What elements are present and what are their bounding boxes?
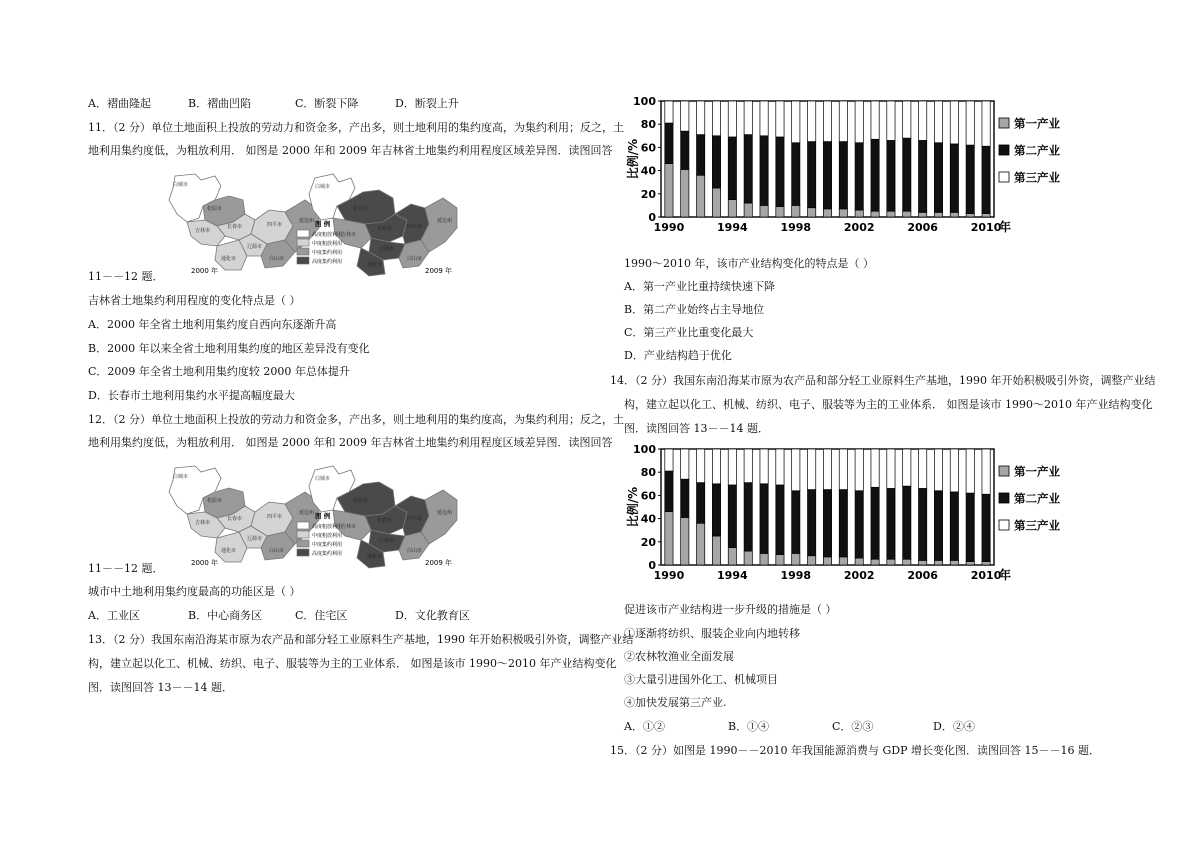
bar-1991-series-2 [681, 479, 689, 517]
legend-label-1: 第一产业 [1014, 116, 1060, 131]
bar-2001-series-1 [839, 557, 847, 565]
bar-1995-series-2 [744, 483, 752, 551]
bar-1993-series-3 [712, 449, 720, 484]
bar-1995-series-3 [744, 101, 752, 135]
map-figure-q12 [157, 462, 462, 570]
bar-1992-series-2 [697, 483, 705, 524]
bar-1990-series-3 [665, 449, 673, 471]
y-tick-label-60: 60 [640, 141, 656, 155]
q12-stem-line3: 11－－12 题． [88, 562, 164, 575]
map2000-city-label-7: 通化市 [221, 256, 237, 262]
bar-1999-series-2 [808, 142, 816, 208]
bar-2003-series-1 [871, 559, 879, 565]
map2000-city-label-4: 吉林市 [195, 228, 211, 234]
bar-2003-series-3 [871, 101, 879, 139]
q13-option-d: D．产业结构趋于优化 [624, 349, 732, 362]
bar-1994-series-3 [728, 449, 736, 485]
map2000-city-label-6: 辽源市 [247, 244, 263, 250]
bar-2009-series-3 [966, 449, 974, 493]
bar-1990-series-1 [665, 512, 673, 565]
bar-2000-series-1 [823, 209, 831, 217]
industry-structure-chart-q14 [626, 442, 1060, 594]
bar-1996-series-1 [760, 553, 768, 565]
bar-2002-series-1 [855, 558, 863, 565]
bar-1998-series-3 [792, 101, 800, 143]
bar-2002-series-1 [855, 210, 863, 217]
bar-2010-series-2 [982, 494, 990, 561]
bar-1998-series-1 [792, 205, 800, 217]
map-legend-label-4: 高度集约利用 [312, 259, 343, 265]
map-legend-swatch-3 [297, 248, 309, 255]
bar-2006-series-2 [919, 140, 927, 212]
map-legend-swatch-2 [297, 531, 309, 538]
bar-2000-series-2 [823, 490, 831, 557]
bar-2010-series-3 [982, 101, 990, 146]
x-tick-label-1994: 1994 [717, 569, 748, 582]
bar-1998-series-2 [792, 491, 800, 554]
map2009-city-label-9: 延边州 [437, 510, 453, 516]
bar-2008-series-3 [950, 101, 958, 144]
q11-question: 吉林省土地集约利用程度的变化特点是（ ） [88, 294, 301, 307]
legend-label-3: 第三产业 [1014, 518, 1060, 533]
bar-1994-series-3 [728, 101, 736, 137]
bar-1994-series-2 [728, 137, 736, 200]
bar-2005-series-3 [903, 449, 911, 486]
bar-2010-series-1 [982, 214, 990, 217]
bar-2001-series-1 [839, 209, 847, 217]
map2000-city-label-3: 长春市 [227, 516, 243, 522]
x-tick-label-1990: 1990 [653, 221, 685, 234]
q11-stem-line2: 地利用集约度低，为粗放利用． 如图是 2000 年和 2009 年吉林省土地集约利用程度区域差异图．读图回答 [88, 144, 613, 157]
legend-label-2: 第二产业 [1014, 491, 1060, 506]
map2000-city-label-9: 延边州 [299, 218, 315, 224]
map2000-city-label-2: 松原市 [207, 498, 223, 504]
bar-2004-series-3 [887, 101, 895, 140]
map-legend-swatch-1 [297, 522, 309, 529]
map2009-city-label-3: 长春市 [377, 518, 393, 524]
bar-2007-series-1 [934, 212, 942, 217]
map-legend-label-1: 高度粗放利用 [312, 524, 343, 530]
bar-2005-series-2 [903, 486, 911, 559]
y-tick-label-80: 80 [640, 118, 656, 132]
map-year-left: 2000 年 [191, 559, 219, 567]
map2000-city-label-6: 辽源市 [247, 536, 263, 542]
bar-1994-series-1 [728, 200, 736, 217]
map-legend-title: 图 例 [315, 512, 331, 520]
map2009-city-label-4: 吉林市 [341, 524, 357, 530]
bar-2010-series-2 [982, 146, 990, 213]
q10-options [88, 97, 459, 111]
map-legend-label-1: 高度粗放利用 [312, 232, 343, 238]
bar-1999-series-3 [808, 449, 816, 490]
bar-1992-series-3 [697, 449, 705, 483]
bar-2001-series-2 [839, 490, 847, 557]
x-axis-unit: 年 [999, 568, 1012, 582]
y-axis-label: 比例/% [626, 138, 640, 180]
bar-2008-series-2 [950, 144, 958, 212]
bar-2002-series-2 [855, 491, 863, 558]
bar-1995-series-3 [744, 449, 752, 483]
q11-stem-line3: 11－－12 题． [88, 270, 164, 283]
bar-1990-series-1 [665, 164, 673, 217]
option-a: A．①② [624, 720, 665, 733]
bar-2000-series-2 [823, 142, 831, 209]
map2000-city-label-7: 通化市 [221, 548, 237, 554]
bar-2009-series-2 [966, 493, 974, 561]
q12-question: 城市中土地利用集约度最高的功能区是（ ） [88, 585, 301, 598]
bar-1995-series-1 [744, 551, 752, 565]
option-b: B．褶曲凹陷 [188, 97, 252, 110]
y-tick-label-60: 60 [640, 489, 656, 503]
bar-1999-series-1 [808, 208, 816, 217]
option-a: A．工业区 [88, 609, 140, 622]
option-d: D．文化教育区 [395, 609, 470, 622]
q12-stem-line1: 12．（2 分）单位土地面积上投放的劳动力和资金多，产出多，则土地利用的集约度高，为集约利用；反之，土 [88, 413, 624, 426]
q13-stem-line1: 13．（2 分）我国东南沿海某市原为农产品和部分轻工业原料生产基地，1990 年开始积极吸引外资，调整产业结 [88, 633, 634, 646]
bar-2005-series-1 [903, 211, 911, 217]
map-legend-swatch-3 [297, 540, 309, 547]
x-tick-label-2002: 2002 [843, 221, 875, 234]
bar-2004-series-1 [887, 559, 895, 565]
bar-1997-series-1 [776, 555, 784, 565]
bar-1996-series-2 [760, 484, 768, 554]
bar-2004-series-3 [887, 449, 895, 488]
map2009-city-label-7: 通化市 [367, 262, 383, 268]
x-tick-label-2006: 2006 [907, 569, 938, 582]
legend-swatch-3 [999, 172, 1009, 182]
legend-swatch-1 [999, 466, 1009, 476]
bar-2006-series-3 [919, 449, 927, 488]
bar-2007-series-2 [934, 491, 942, 561]
bar-2007-series-3 [934, 101, 942, 143]
bar-1990-series-2 [665, 471, 673, 512]
map2000-city-label-9: 延边州 [299, 510, 315, 516]
map2009-city-label-4: 吉林市 [341, 232, 357, 238]
legend-swatch-1 [999, 118, 1009, 128]
option-c: C．断裂下降 [295, 97, 359, 110]
q14-question: 促进该市产业结构进一步升级的措施是（ ） [624, 603, 837, 616]
bar-1997-series-3 [776, 101, 784, 137]
bar-1992-series-2 [697, 135, 705, 176]
map-legend-swatch-4 [297, 549, 309, 556]
q13-option-a: A．第一产业比重持续快速下降 [624, 280, 775, 293]
bar-1995-series-2 [744, 135, 752, 203]
bar-1991-series-3 [681, 449, 689, 479]
bar-2010-series-3 [982, 449, 990, 494]
bar-2001-series-3 [839, 449, 847, 490]
q13-stem-line3: 图．读图回答 13－－14 题． [88, 681, 233, 694]
bar-2005-series-1 [903, 559, 911, 565]
map2009-city-label-2: 松原市 [353, 498, 369, 504]
legend-label-1: 第一产业 [1014, 464, 1060, 479]
bar-2008-series-2 [950, 492, 958, 560]
x-tick-label-1998: 1998 [780, 221, 812, 234]
bar-2008-series-3 [950, 449, 958, 492]
map-legend-swatch-2 [297, 239, 309, 246]
bar-1993-series-1 [712, 536, 720, 565]
option-a: A．褶曲隆起 [88, 97, 151, 110]
y-tick-label-20: 20 [640, 535, 656, 549]
bar-2006-series-1 [919, 560, 927, 565]
bar-1994-series-2 [728, 485, 736, 548]
bar-2010-series-1 [982, 562, 990, 565]
y-tick-label-0: 0 [648, 559, 656, 572]
option-b: B．中心商务区 [188, 609, 263, 622]
map2009-city-label-1: 白城市 [315, 184, 331, 190]
q13-option-c: C．第三产业比重变化最大 [624, 326, 754, 339]
bar-1997-series-2 [776, 485, 784, 555]
bar-1998-series-1 [792, 553, 800, 565]
map-legend-label-3: 中度集约利用 [312, 542, 343, 548]
option-d: D．②④ [933, 720, 975, 733]
bar-2003-series-3 [871, 449, 879, 487]
bar-2001-series-2 [839, 142, 847, 209]
y-tick-label-40: 40 [640, 164, 656, 178]
map2009-city-label-9: 延边州 [437, 218, 453, 224]
map-year-right: 2009 年 [425, 559, 453, 567]
map2000-city-label-4: 吉林市 [195, 520, 211, 526]
bar-1990-series-2 [665, 123, 673, 164]
x-tick-label-2010: 2010 [970, 221, 1002, 234]
bar-2007-series-1 [934, 560, 942, 565]
bar-1992-series-3 [697, 101, 705, 135]
map2000-city-label-5: 四平市 [267, 222, 283, 228]
y-tick-label-40: 40 [640, 512, 656, 526]
bar-1993-series-3 [712, 101, 720, 136]
q11-option-b: B．2000 年以来全省土地利用集约度的地区差异没有变化 [88, 342, 370, 355]
x-tick-label-2002: 2002 [843, 569, 875, 582]
bar-1996-series-1 [760, 205, 768, 217]
y-tick-label-100: 100 [633, 95, 656, 108]
x-axis-unit: 年 [999, 220, 1012, 234]
q14-item-3: ③大量引进国外化工、机械项目 [624, 673, 778, 686]
map2000-city-label-8: 白山市 [269, 256, 285, 262]
q14-options [624, 720, 975, 734]
map2009-city-label-7: 通化市 [367, 554, 383, 560]
bar-1991-series-3 [681, 101, 689, 131]
bar-1997-series-2 [776, 137, 784, 207]
q14-stem-line3: 图．读图回答 13－－14 题． [624, 422, 769, 435]
bar-1998-series-3 [792, 449, 800, 491]
map2009-city-label-6: 辽源市 [379, 538, 395, 544]
bar-1997-series-3 [776, 449, 784, 485]
bar-1999-series-3 [808, 101, 816, 142]
q11-stem-line1: 11．（2 分）单位土地面积上投放的劳动力和资金多，产出多，则土地利用的集约度高，为集约利用；反之，土 [88, 121, 624, 134]
bar-2004-series-2 [887, 140, 895, 211]
map2000-city-label-1: 白城市 [173, 182, 189, 188]
bar-2002-series-3 [855, 449, 863, 491]
bar-2006-series-2 [919, 488, 927, 560]
q13-option-b: B．第二产业始终占主导地位 [624, 303, 765, 316]
bar-1992-series-1 [697, 175, 705, 217]
x-tick-label-2010: 2010 [970, 569, 1002, 582]
bar-1993-series-1 [712, 188, 720, 217]
q14-item-1: ①逐渐将纺织、服装企业向内地转移 [624, 627, 800, 640]
q11-option-c: C．2009 年全省土地利用集约度较 2000 年总体提升 [88, 365, 350, 378]
x-tick-label-1998: 1998 [780, 569, 812, 582]
bar-1996-series-3 [760, 449, 768, 484]
bar-1999-series-2 [808, 490, 816, 556]
y-tick-label-80: 80 [640, 466, 656, 480]
q12-options [88, 609, 470, 623]
map2009-city-label-3: 长春市 [377, 226, 393, 232]
bar-1993-series-2 [712, 484, 720, 536]
bar-2007-series-2 [934, 143, 942, 213]
legend-swatch-2 [999, 145, 1009, 155]
map2000-city-label-3: 长春市 [227, 224, 243, 230]
map2009-city-label-8: 白山市 [407, 548, 423, 554]
bar-2008-series-1 [950, 560, 958, 565]
option-d: D．断裂上升 [395, 97, 459, 110]
bar-2000-series-3 [823, 101, 831, 142]
bar-2003-series-1 [871, 211, 879, 217]
bar-1993-series-2 [712, 136, 720, 188]
map-figure-q11 [157, 170, 462, 278]
legend-swatch-2 [999, 493, 1009, 503]
option-c: C．②③ [832, 720, 874, 733]
x-tick-label-2006: 2006 [907, 221, 938, 234]
q11-option-d: D．长春市土地利用集约水平提高幅度最大 [88, 389, 295, 402]
bar-1992-series-1 [697, 523, 705, 565]
map-legend-swatch-1 [297, 230, 309, 237]
x-tick-label-1994: 1994 [717, 221, 748, 234]
map-legend-title: 图 例 [315, 220, 331, 228]
q14-item-4: ④加快发展第三产业. [624, 696, 727, 709]
bar-1996-series-3 [760, 101, 768, 136]
map2000-city-label-8: 白山市 [269, 548, 285, 554]
bar-2006-series-3 [919, 101, 927, 140]
bar-2009-series-1 [966, 214, 974, 217]
q13-stem-line2: 构，建立起以化工、机械、纺织、电子、服装等为主的工业体系． 如图是该市 1990～2010 年产业结构变化 [88, 657, 617, 670]
bar-1991-series-2 [681, 131, 689, 169]
bar-2009-series-2 [966, 145, 974, 213]
legend-swatch-3 [999, 520, 1009, 530]
map2000-city-label-2: 松原市 [207, 206, 223, 212]
bar-1997-series-1 [776, 207, 784, 217]
bar-2004-series-2 [887, 488, 895, 559]
bar-2006-series-1 [919, 212, 927, 217]
map2009-city-label-5: 四平市 [407, 516, 423, 522]
y-tick-label-20: 20 [640, 187, 656, 201]
bar-2003-series-2 [871, 487, 879, 559]
x-tick-label-1990: 1990 [653, 569, 685, 582]
bar-2004-series-1 [887, 211, 895, 217]
option-b: B．①④ [728, 720, 770, 733]
bar-2003-series-2 [871, 139, 879, 211]
bar-2009-series-3 [966, 101, 974, 145]
bar-1991-series-1 [681, 517, 689, 565]
bar-2005-series-2 [903, 138, 911, 211]
map-legend-label-3: 中度集约利用 [312, 250, 343, 256]
bar-2002-series-2 [855, 143, 863, 210]
map-legend-label-2: 中度粗放利用 [312, 533, 343, 539]
bar-1995-series-1 [744, 203, 752, 217]
bar-1999-series-1 [808, 556, 816, 565]
map2000-city-label-1: 白城市 [173, 474, 189, 480]
y-tick-label-0: 0 [648, 211, 656, 224]
bar-1996-series-2 [760, 136, 768, 206]
map-year-left: 2000 年 [191, 267, 219, 275]
option-c: C．住宅区 [295, 609, 348, 622]
legend-label-2: 第二产业 [1014, 143, 1060, 158]
q13-question: 1990～2010 年，该市产业结构变化的特点是（ ） [624, 257, 874, 270]
bar-1994-series-1 [728, 548, 736, 565]
bar-2000-series-1 [823, 557, 831, 565]
map2009-city-label-6: 辽源市 [379, 246, 395, 252]
bar-2005-series-3 [903, 101, 911, 138]
bar-2009-series-1 [966, 562, 974, 565]
q15-stem-line1: 15．（2 分）如图是 1990－－2010 年我国能源消费与 GDP 增长变化图．读图回答 15－－16 题． [610, 744, 1100, 757]
map2000-city-label-5: 四平市 [267, 514, 283, 520]
bar-1998-series-2 [792, 143, 800, 206]
y-axis-label: 比例/% [626, 486, 640, 528]
map2009-city-label-1: 白城市 [315, 476, 331, 482]
bar-2008-series-1 [950, 212, 958, 217]
map-year-right: 2009 年 [425, 267, 453, 275]
bar-1991-series-1 [681, 169, 689, 217]
map2009-city-label-5: 四平市 [407, 224, 423, 230]
q12-stem-line2: 地利用集约度低，为粗放利用． 如图是 2000 年和 2009 年吉林省土地集约利用程度区域差异图．读图回答 [88, 436, 613, 449]
q14-item-2: ②农林牧渔业全面发展 [624, 650, 734, 663]
map2009-city-label-8: 白山市 [407, 256, 423, 262]
map-legend-label-2: 中度粗放利用 [312, 241, 343, 247]
y-tick-label-100: 100 [633, 443, 656, 456]
bar-1990-series-3 [665, 101, 673, 123]
q14-stem-line2: 构，建立起以化工、机械、纺织、电子、服装等为主的工业体系． 如图是该市 1990～2010 年产业结构变化 [624, 398, 1153, 411]
bar-2001-series-3 [839, 101, 847, 142]
bar-2000-series-3 [823, 449, 831, 490]
map-legend-label-4: 高度集约利用 [312, 551, 343, 557]
industry-structure-chart-q13 [626, 94, 1060, 246]
map2009-city-label-2: 松原市 [353, 206, 369, 212]
bar-2007-series-3 [934, 449, 942, 491]
map-legend-swatch-4 [297, 257, 309, 264]
q11-option-a: A．2000 年全省土地利用集约度自西向东逐渐升高 [88, 318, 337, 331]
q14-stem-line1: 14．（2 分）我国东南沿海某市原为农产品和部分轻工业原料生产基地，1990 年开始积极吸引外资，调整产业结 [610, 374, 1156, 387]
bar-2002-series-3 [855, 101, 863, 143]
legend-label-3: 第三产业 [1014, 170, 1060, 185]
